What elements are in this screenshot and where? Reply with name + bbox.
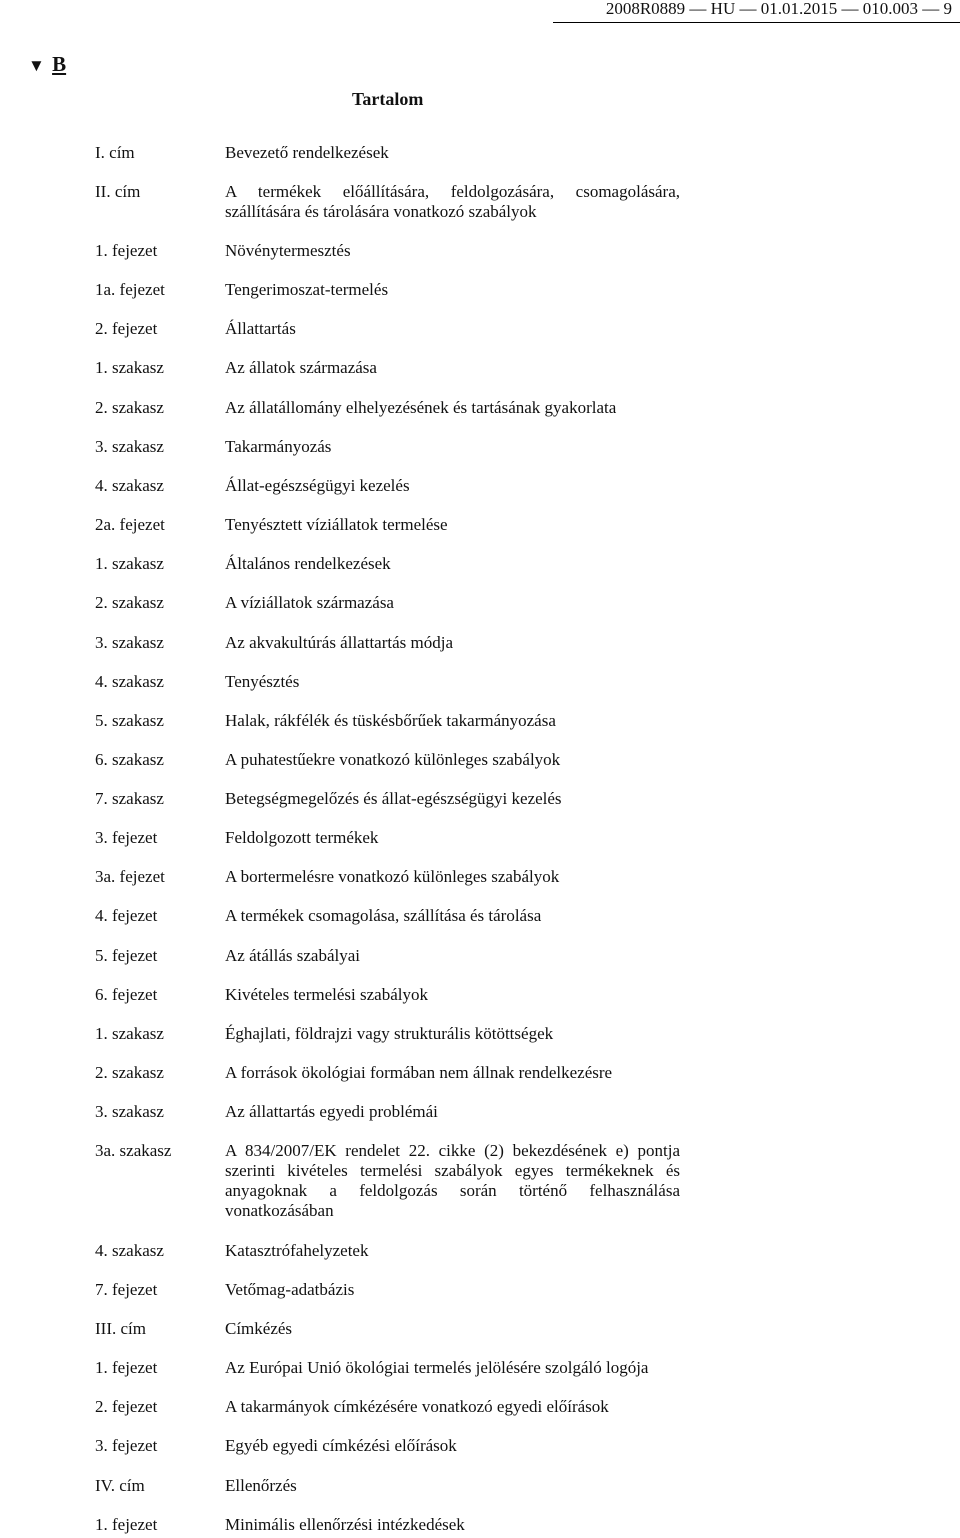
- toc-text: Állat-egészségügyi kezelés: [225, 476, 410, 495]
- toc-text: Éghajlati, földrajzi vagy strukturális kötöttségek: [225, 1024, 554, 1043]
- toc-text: A 834/2007/EK rendelet 22. cikke (2) bekezdésének e) pontja szerinti kivételes termelési szabályok egyes termékeknek és anyagoknak a feldolgozás során történő felhasználása vonatkozásában: [225, 1141, 680, 1220]
- header-reference: 2008R0889 — HU — 01.01.2015 — 010.003 — 9: [605, 0, 952, 18]
- toc-label: 2. szakasz: [95, 398, 164, 417]
- toc-label: 1. szakasz: [95, 358, 164, 377]
- toc-label: 3. szakasz: [95, 1102, 164, 1121]
- toc-text: Bevezető rendelkezések: [225, 143, 389, 162]
- marker-letter: B: [52, 52, 67, 76]
- toc-label: 5. szakasz: [95, 711, 164, 730]
- toc-label: 2. fejezet: [95, 319, 158, 338]
- toc-text: Ellenőrzés: [225, 1476, 297, 1495]
- toc-text: Kivételes termelési szabályok: [225, 985, 428, 1004]
- page-header: [553, 0, 960, 23]
- page-title: Tartalom: [352, 89, 424, 109]
- triangle-down-icon: ▼: [28, 56, 45, 75]
- toc-text: Tenyésztés: [225, 672, 300, 691]
- toc-label: 2. szakasz: [95, 1063, 164, 1082]
- toc-label: 6. szakasz: [95, 750, 164, 769]
- toc-label: II. cím: [95, 182, 141, 201]
- toc-label: 4. szakasz: [95, 1241, 164, 1260]
- toc-label: 3. szakasz: [95, 437, 164, 456]
- toc-text: Az átállás szabályai: [225, 946, 360, 965]
- toc-text: Takarmányozás: [225, 437, 332, 456]
- toc-label: 3. fejezet: [95, 1436, 158, 1455]
- toc-label: 7. fejezet: [95, 1280, 158, 1299]
- toc-text: Az állatállomány elhelyezésének és tartásának gyakorlata: [225, 398, 617, 417]
- toc-text: A puhatestűekre vonatkozó különleges szabályok: [225, 750, 561, 769]
- toc-label: 4. fejezet: [95, 906, 158, 925]
- toc-text: Halak, rákfélék és tüskésbőrűek takarmányozása: [225, 711, 556, 730]
- toc-label: IV. cím: [95, 1476, 145, 1495]
- toc-label: 1. szakasz: [95, 554, 164, 573]
- toc-label: 1. fejezet: [95, 1515, 158, 1534]
- toc-text: Állattartás: [225, 319, 296, 338]
- toc-text: Betegségmegelőzés és állat-egészségügyi kezelés: [225, 789, 562, 808]
- toc-text: A források ökológiai formában nem állnak rendelkezésre: [225, 1063, 613, 1082]
- toc-label: 4. szakasz: [95, 672, 164, 691]
- toc-label: 2a. fejezet: [95, 515, 165, 534]
- toc-text: Címkézés: [225, 1319, 293, 1338]
- toc-label: 6. fejezet: [95, 985, 158, 1004]
- toc-label: III. cím: [95, 1319, 146, 1338]
- toc-text: A bortermelésre vonatkozó különleges szabályok: [225, 867, 560, 886]
- toc-label: 4. szakasz: [95, 476, 164, 495]
- toc-label: 3a. fejezet: [95, 867, 165, 886]
- toc-text: A takarmányok címkézésére vonatkozó egyedi előírások: [225, 1397, 609, 1416]
- toc-text: Az állattartás egyedi problémái: [225, 1102, 438, 1121]
- toc-label: 7. szakasz: [95, 789, 164, 808]
- toc-text: Az akvakultúrás állattartás módja: [225, 633, 453, 652]
- toc-text: Minimális ellenőrzési intézkedések: [225, 1515, 465, 1534]
- toc-text: A termékek előállítására, feldolgozására, csomagolására, szállítására és tárolására vonatkozó szabályok: [225, 182, 680, 221]
- toc-label: 3. szakasz: [95, 633, 164, 652]
- toc-text: A termékek csomagolása, szállítása és tárolása: [225, 906, 542, 925]
- toc-label: 3a. szakasz: [95, 1141, 172, 1160]
- toc-label: 1. fejezet: [95, 1358, 158, 1377]
- toc-text: Tenyésztett víziállatok termelése: [225, 515, 448, 534]
- toc-text: Vetőmag-adatbázis: [225, 1280, 355, 1299]
- toc-text: Egyéb egyedi címkézési előírások: [225, 1436, 457, 1455]
- toc-label: I. cím: [95, 143, 135, 162]
- toc-text: Katasztrófahelyzetek: [225, 1241, 369, 1260]
- toc-label: 1. fejezet: [95, 241, 158, 260]
- toc-text: Az állatok származása: [225, 358, 377, 377]
- toc-text: Az Európai Unió ökológiai termelés jelölésére szolgáló logója: [225, 1358, 649, 1377]
- toc-text: Feldolgozott termékek: [225, 828, 379, 847]
- toc-text: Tengerimoszat-termelés: [225, 280, 389, 299]
- toc-text: Általános rendelkezések: [225, 554, 391, 573]
- toc-label: 1a. fejezet: [95, 280, 165, 299]
- toc-text: Növénytermesztés: [225, 241, 351, 260]
- toc-label: 5. fejezet: [95, 946, 158, 965]
- amendment-marker: [28, 52, 66, 78]
- toc-label: 2. szakasz: [95, 593, 164, 612]
- toc-label: 1. szakasz: [95, 1024, 164, 1043]
- toc-text: A víziállatok származása: [225, 593, 394, 612]
- toc-label: 2. fejezet: [95, 1397, 158, 1416]
- toc-label: 3. fejezet: [95, 828, 158, 847]
